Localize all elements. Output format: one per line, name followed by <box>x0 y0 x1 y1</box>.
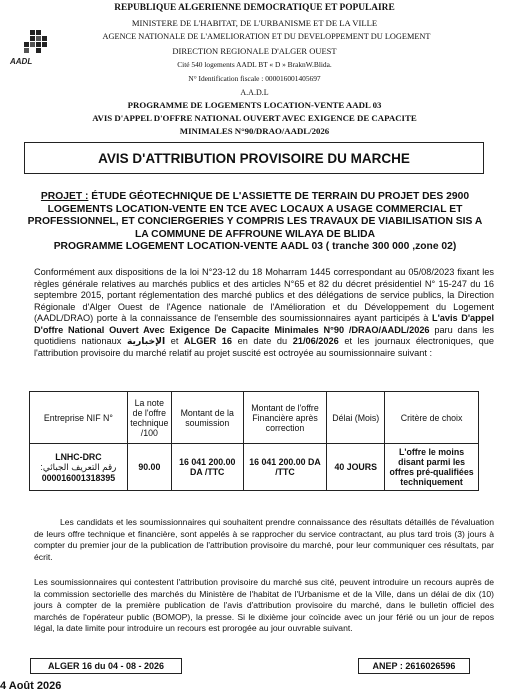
main-paragraph <box>34 267 494 359</box>
header-direction: DIRECTION REGIONALE D'ALGER OUEST <box>172 46 337 56</box>
main-paragraph-text: Conformément aux dispositions de la loi N°23-12 du 18 Moharram 1445 correspondant au 05/08/2023 fixant les règles générale relatives au marchés publics et des articles N°65 et 82 du décret présidentiel N° 15-247 du 16 septembre 2015, portant réglementation des marché publics et des délégations de service publics, la Direction Régionale d'Alger Ouest de l'Agence nationale de l'Amélioration et du Développement du Logement (AADL/DRAO) porte à la connaissance de l'ensemble des soumissionnaires ayant participés à <box>34 267 494 323</box>
projet-text: ÉTUDE GÉOTECHNIQUE DE L'ASSIETTE DE TERRAIN DU PROJET DES 2900 LOGEMENTS LOCATION-VENTE EN TCE AVEC LOCAUX A USAGE COMMERCIAL ET PROFESSIONNEL, ET CONCIERGERIES Y COMPRIS LES TRAVAUX DE VIABILISATION SIS A LA COMMUNE DE AFFROUNE WILAYA DE BLIDA <box>27 191 483 240</box>
projet-block <box>24 191 486 254</box>
header-montant: Montant de la soumission <box>171 392 243 444</box>
results-paragraph: Les candidats et les soumissionnaires qui souhaitent prendre connaissance des résultats détaillés de l'évaluation de leurs offre technique et financière, sont appelés à se rapprocher du service contractant, au plus tard trois (3) jours à compter du premier jour de la publication de l'attribution provisoire du marché, pour leur communiquer ces résultats, par écrit. <box>34 517 494 562</box>
recours-paragraph: Les soumissionnaires qui contestent l'attribution provisoire du marché sus cité, peuvent introduire un recours auprès de la commission sectorielle des marchés du Ministère de l'habitat de l'Urbanisme et de la Ville, dans un délai de dix (10) jours à compter de la première publication de l'avis d'attribution provisoire du marché, dans le bulletin officiel des marchés de l'opérateur public (BOMOP), la presse. Si le dixième jour coïncide avec un jour férié ou un jour de repos légal, la date limite pour introduire un recours est prorogée au jour ouvrable suivant. <box>34 577 494 634</box>
main-paragraph-date-pre: en date du <box>231 336 293 346</box>
cell-entreprise <box>30 444 128 491</box>
table-row <box>30 444 479 491</box>
footer-newspaper-text: ALGER 16 du 04 - 08 - 2026 <box>47 661 165 671</box>
header-republic: REPUBLIQUE ALGERIENNE DEMOCRATIQUE ET POPULAIRE <box>114 3 395 13</box>
edition-date: 4 Août 2026 <box>0 680 62 692</box>
header-minimales: MINIMALES N°90/DRAO/AADL/2026 <box>179 126 330 136</box>
table-header-row <box>30 392 479 444</box>
header-avis: AVIS D'APPEL D'OFFRE NATIONAL OUVERT AVEC EXIGENCE DE CAPACITE <box>92 113 417 123</box>
cell-montant-correction: 16 041 200.00 DA /TTC <box>243 444 327 491</box>
entreprise-nif: 000016001318395 <box>41 472 116 483</box>
cell-delai: 40 JOURS <box>327 444 385 491</box>
header-entreprise: Entreprise NIF N° <box>30 392 128 444</box>
cell-critere: L'offre le moins disant parmi les offres pré-qualifiées techniquement <box>385 444 479 491</box>
publication-date: 21/06/2026 <box>292 336 339 346</box>
entreprise-arabic-label: رقم التعريف الجبائي: <box>40 461 117 472</box>
header-montant-correction: Montant de l'offre Financière après correction <box>243 392 327 444</box>
main-paragraph-and: et <box>165 336 184 346</box>
header-address: Cité 540 logements AADL BT « D » BraknW.Blida. <box>177 60 332 69</box>
header-ministry: MINISTERE DE L'HABITAT, DE L'URBANISME ET DE LA VILLE <box>131 18 378 28</box>
footer-anep-text: ANEP : 2616026596 <box>372 661 456 671</box>
cell-note: 90.00 <box>127 444 171 491</box>
newspaper-arabic: الإخبارية <box>126 336 166 346</box>
projet-programme: PROGRAMME LOGEMENT LOCATION-VENTE AADL 03 ( tranche 300 000 ,zone 02) <box>53 241 457 252</box>
attribution-table <box>29 391 479 491</box>
header-aadl: A.A.D.L <box>240 88 269 97</box>
footer-newspaper <box>30 658 182 674</box>
footer-anep <box>358 658 470 674</box>
header-programme: PROGRAMME DE LOGEMENTS LOCATION-VENTE AADL 03 <box>127 100 382 110</box>
header-note: La note de l'offre technique /100 <box>127 392 171 444</box>
main-paragraph-mid: paru dans les quotidiens nationaux <box>34 324 494 346</box>
main-paragraph-end: et les journaux électroniques, que l'attribution provisoire du marché relatif au projet suscité est octroyée au soumissionnaire suivant : <box>34 336 494 358</box>
page-title <box>24 142 484 174</box>
page-title-text: AVIS D'ATTRIBUTION PROVISOIRE DU MARCHE <box>98 150 410 166</box>
newspaper-alger16: ALGER 16 <box>183 336 232 346</box>
header-delai: Délai (Mois) <box>327 392 385 444</box>
header-agency: AGENCE NATIONALE DE L'AMELIORATION ET DU DEVELOPPEMENT DU LOGEMENT <box>102 32 431 41</box>
cell-montant: 16 041 200.00 DA /TTC <box>171 444 243 491</box>
header-critere: Critère de choix <box>385 392 479 444</box>
entreprise-name: LNHC-DRC <box>55 451 102 462</box>
header-nif: N° Identification fiscale : 000016001405697 <box>188 74 321 83</box>
svg-text:AADL: AADL <box>10 57 33 66</box>
projet-label: PROJET : <box>40 191 89 202</box>
avis-reference: L'avis D'appel D'offre National Ouvert Avec Exigence De Capacite Minimales N°90 /DRAO/AADL/2026 <box>34 313 495 335</box>
